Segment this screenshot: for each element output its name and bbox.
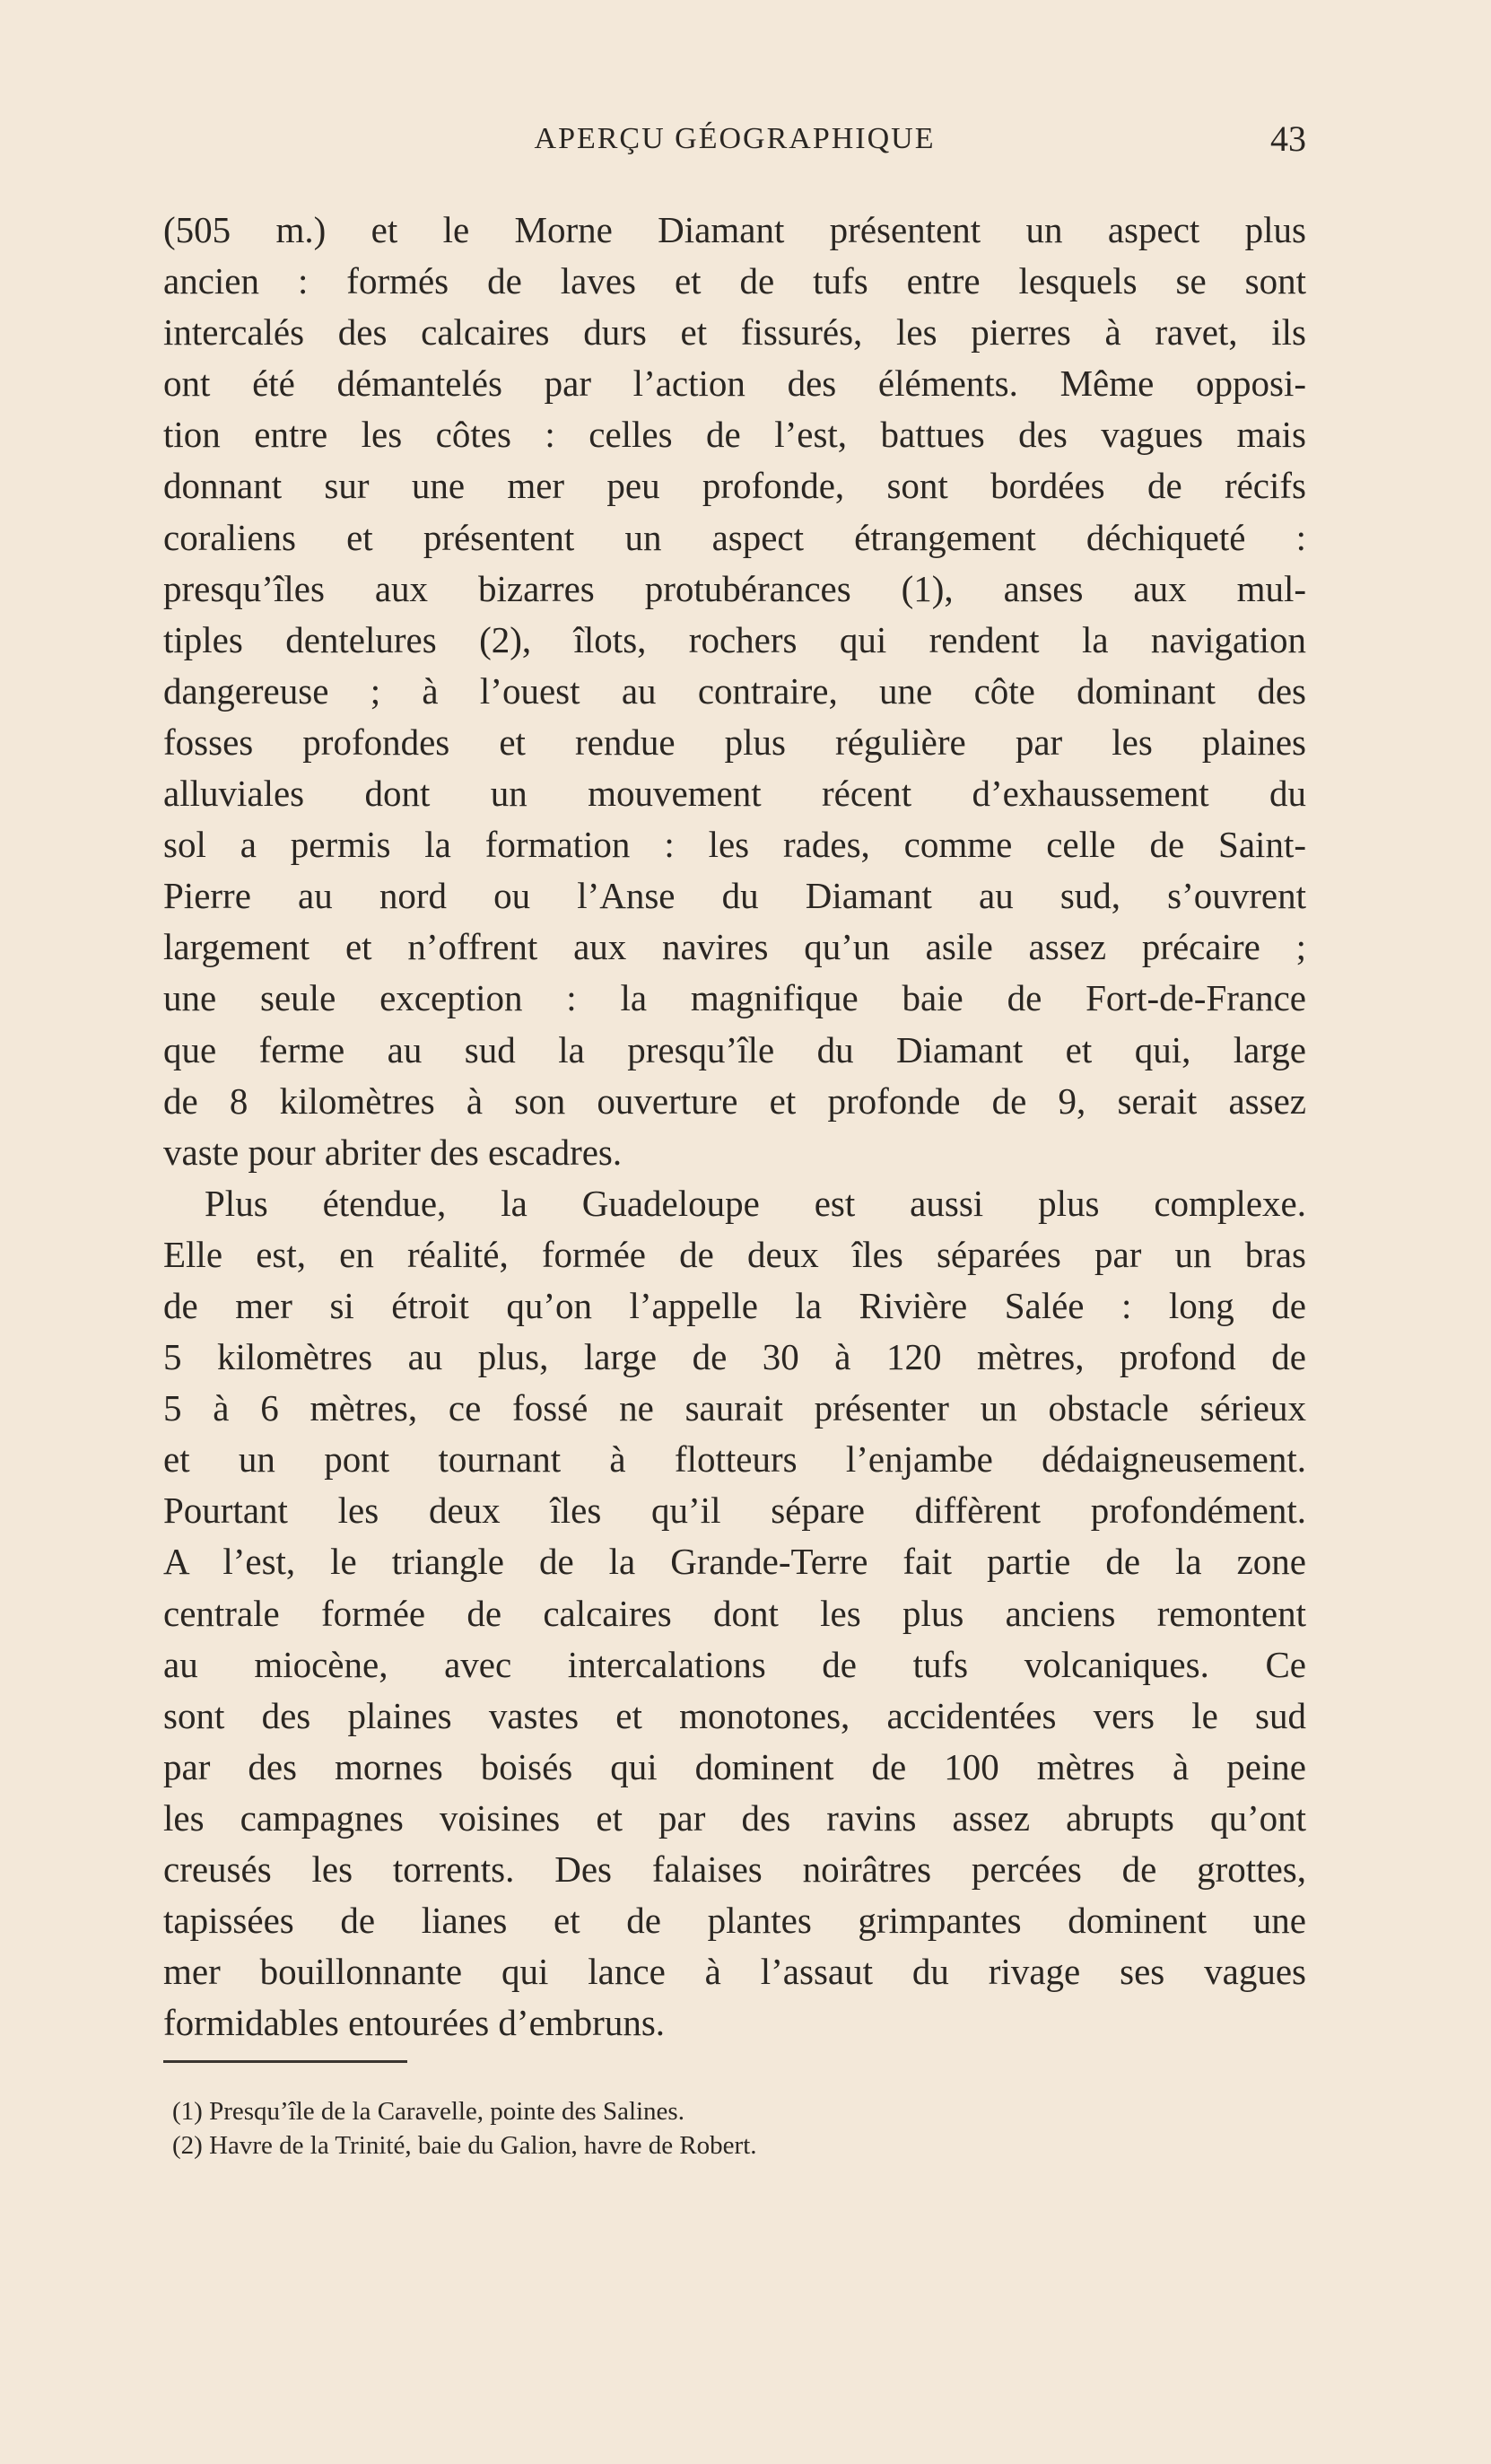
text-line: au miocène, avec intercalations de tufs volcaniques. Ce xyxy=(163,1643,1306,1685)
running-title: APERÇU GÉOGRAPHIQUE xyxy=(534,122,936,155)
text-line: intercalés des calcaires durs et fissurés, les pierres à ravet, ils xyxy=(163,311,1306,354)
text-line: formidables entourées d’embruns. xyxy=(163,2002,666,2044)
text-line: tiples dentelures (2), îlots, rochers qui rendent la navigation xyxy=(163,618,1306,660)
footnote-2: (2) Havre de la Trinité, baie du Galion, havre de Robert. xyxy=(172,2131,757,2160)
footnote-1: (1) Presqu’île de la Caravelle, pointe des Salines. xyxy=(172,2097,684,2126)
text-line: sont des plaines vastes et monotones, accidentées vers le sud xyxy=(163,1694,1306,1736)
text-line: Plus étendue, la Guadeloupe est aussi plus complexe. xyxy=(205,1182,1306,1224)
text-line: fosses profondes et rendue plus régulière par les plaines xyxy=(163,721,1306,763)
page-number: 43 xyxy=(1270,118,1306,159)
text-line: par des mornes boisés qui dominent de 100 mètres à peine xyxy=(163,1745,1306,1787)
footnote-divider xyxy=(163,2060,407,2063)
text-line: mer bouillonnante qui lance à l’assaut du rivage ses vagues xyxy=(163,1951,1306,1993)
text-line: tapissées de lianes et de plantes grimpantes dominent une xyxy=(163,1900,1306,1942)
text-line: donnant sur une mer peu profonde, sont bordées de récifs xyxy=(163,465,1306,507)
running-head xyxy=(163,117,1306,162)
text-line: tion entre les côtes : celles de l’est, battues des vagues mais xyxy=(163,414,1306,456)
text-line: les campagnes voisines et par des ravins assez abrupts qu’ont xyxy=(163,1796,1306,1839)
text-line: alluviales dont un mouvement récent d’exhaussement du xyxy=(163,773,1306,815)
footnotes xyxy=(172,2094,1303,2163)
body-text xyxy=(163,205,1306,2049)
text-line: vaste pour abriter des escadres. xyxy=(163,1131,623,1173)
text-line: largement et n’offrent aux navires qu’un asile assez précaire ; xyxy=(163,926,1306,968)
text-line: de 8 kilomètres à son ouverture et profonde de 9, serait assez xyxy=(163,1079,1306,1122)
text-line: (505 m.) et le Morne Diamant présentent un aspect plus xyxy=(163,209,1306,250)
text-line: ont été démantelés par l’action des éléments. Même opposi- xyxy=(163,363,1306,405)
text-line: coraliens et présentent un aspect étrangement déchiqueté : xyxy=(163,516,1306,558)
text-line: Pierre au nord ou l’Anse du Diamant au sud, s’ouvrent xyxy=(163,875,1306,917)
text-line: dangereuse ; à l’ouest au contraire, une côte dominant des xyxy=(163,669,1306,712)
paragraph-2 xyxy=(163,1178,1306,2049)
paragraph-1 xyxy=(163,205,1306,1178)
text-line: 5 kilomètres au plus, large de 30 à 120 mètres, profond de xyxy=(163,1336,1306,1378)
text-line: presqu’îles aux bizarres protubérances (1), anses aux mul- xyxy=(163,567,1306,609)
text-line: 5 à 6 mètres, ce fossé ne saurait présenter un obstacle sérieux xyxy=(163,1387,1306,1429)
text-line: A l’est, le triangle de la Grande-Terre fait partie de la zone xyxy=(163,1541,1306,1583)
text-line: et un pont tournant à flotteurs l’enjambe dédaigneusement. xyxy=(163,1438,1306,1481)
text-line: de mer si étroit qu’on l’appelle la Rivière Salée : long de xyxy=(163,1284,1306,1326)
text-line: centrale formée de calcaires dont les plus anciens remontent xyxy=(163,1592,1306,1634)
text-line: creusés les torrents. Des falaises noirâtres percées de grottes, xyxy=(163,1848,1306,1890)
text-line: sol a permis la formation : les rades, comme celle de Saint- xyxy=(163,824,1306,866)
text-line: une seule exception : la magnifique baie de Fort-de-France xyxy=(163,977,1306,1019)
text-line: Elle est, en réalité, formée de deux îles séparées par un bras xyxy=(163,1233,1306,1275)
text-line: Pourtant les deux îles qu’il sépare diffèrent profondément. xyxy=(163,1490,1306,1532)
text-line: que ferme au sud la presqu’île du Diamant et qui, large xyxy=(163,1028,1306,1070)
text-line: ancien : formés de laves et de tufs entre lesquels se sont xyxy=(163,260,1306,302)
